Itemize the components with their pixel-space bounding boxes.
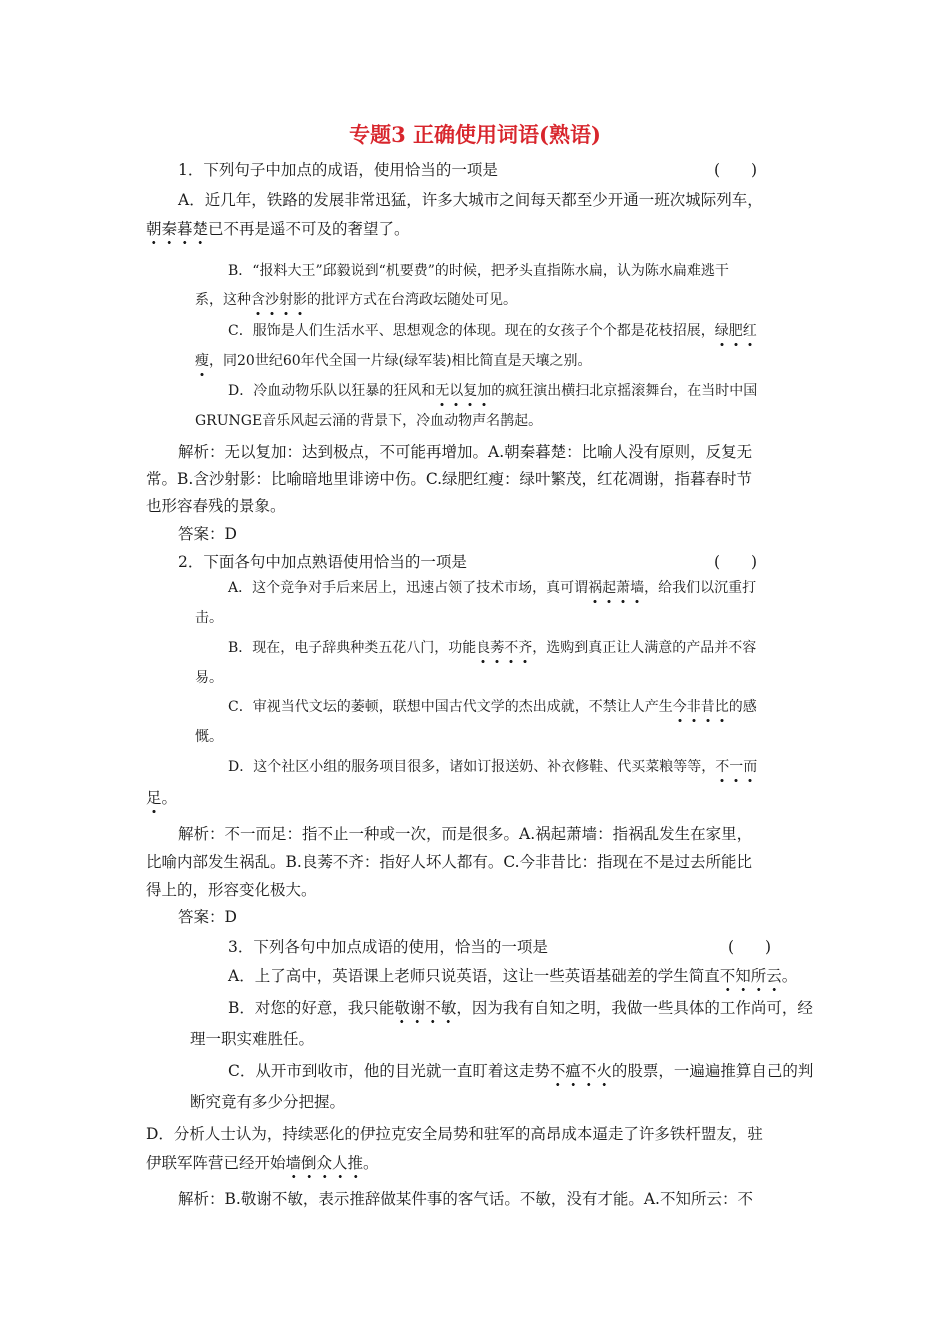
q3-option-d-line2: 伊联军阵营已经开始墙倒众人推。	[146, 1153, 379, 1179]
q2-emphasized-idiom: 不一而	[715, 757, 757, 783]
q3-emphasized-idiom: 不瘟不火	[550, 1061, 612, 1087]
q1-stem-text: 1．下列句子中加点的成语，使用恰当的一项是	[178, 161, 498, 179]
q3-option-c-line2: 断究竟有多少分把握。	[190, 1093, 346, 1111]
q3-analysis-line1: 解析：B.敬谢不敏，表示推辞做某件事的客气话。不敏，没有才能。A.不知所云：不	[178, 1190, 753, 1208]
q3-stem: 3．下列各句中加点成语的使用，恰当的一项是	[228, 938, 548, 956]
q3-answer-paren: ( )	[728, 938, 772, 956]
q2-option-d-line2: 足。	[146, 788, 177, 814]
q1-option-b-line1: B．“报料大王”邱毅说到“机要费”的时候，把矛头直指陈水扁，认为陈水扁难逃干	[228, 263, 729, 279]
q1-answer: 答案：D	[178, 525, 237, 543]
q3-emphasized-idiom: 敬谢不敏	[394, 998, 456, 1024]
q2-emphasized-idiom: 良莠不齐	[476, 638, 532, 664]
q1-answer-paren: ( )	[714, 161, 758, 179]
q1-emphasized-idiom: 朝秦暮楚	[146, 219, 208, 245]
q1-analysis-line1: 解析：无以复加：达到极点，不可能再增加。A.朝秦暮楚：比喻人没有原则，反复无	[178, 443, 753, 461]
page-title: 专题3 正确使用词语(熟语)	[349, 122, 601, 147]
q3-option-b-line2: 理一职实难胜任。	[190, 1030, 315, 1048]
q1-option-d-line2: GRUNGE音乐风起云涌的背景下，冷血动物声名鹊起。	[195, 413, 543, 429]
q2-option-b-line2: 易。	[195, 670, 223, 686]
q3-option-c-line1: C．从开市到收市，他的目光就一直盯着这走势不瘟不火的股票，一遍遍推算自己的判	[228, 1061, 813, 1087]
q2-emphasized-idiom: 祸起萧墙	[588, 578, 644, 604]
q2-option-c-line1: C．审视当代文坛的萎顿，联想中国古代文学的杰出成就，不禁让人产生今非昔比的感	[228, 697, 757, 723]
q2-analysis-line2: 比喻内部发生祸乱。B.良莠不齐：指好人坏人都有。C.今非昔比：指现在不是过去所能比	[146, 853, 753, 871]
q3-option-b-line1: B．对您的好意，我只能敬谢不敏，因为我有自知之明，我做一些具体的工作尚可，经	[228, 998, 813, 1024]
q2-option-c-line2: 慨。	[195, 729, 223, 745]
q1-emphasized-idiom: 瘦	[195, 351, 209, 377]
q1-option-c-line2: 瘦，同20世纪60年代全国一片绿(绿军装)相比简直是天壤之别。	[195, 351, 592, 377]
q1-emphasized-idiom: 无以复加	[435, 381, 491, 407]
q3-option-d-line1: D．分析人士认为，持续恶化的伊拉克安全局势和驻军的高昂成本逼走了许多铁杆盟友，驻	[146, 1125, 763, 1143]
q3-emphasized-idiom: 不知所云	[720, 966, 782, 992]
q1-stem	[178, 160, 498, 180]
q2-stem: 2．下面各句中加点熟语使用恰当的一项是	[178, 553, 467, 571]
q2-option-d-line1: D．这个社区小组的服务项目很多，诸如订报送奶、补衣修鞋、代买菜粮等等，不一而	[228, 757, 757, 783]
q2-answer: 答案：D	[178, 908, 237, 926]
q2-option-a-line2: 击。	[195, 610, 223, 626]
q1-option-b-line2: 系，这种含沙射影的批评方式在台湾政坛随处可见。	[195, 290, 517, 316]
q3-option-a-line1: A．上了高中，英语课上老师只说英语，这让一些英语基础差的学生简直不知所云。	[228, 966, 797, 992]
q1-analysis-line3: 也形容春残的景象。	[146, 497, 286, 515]
q1-option-d-line1: D．冷血动物乐队以狂暴的狂风和无以复加的疯狂演出横扫北京摇滚舞台，在当时中国	[228, 381, 757, 407]
q2-analysis-line1: 解析：不一而足：指不止一种或一次，而是很多。A.祸起萧墙：指祸乱发生在家里，	[178, 825, 753, 843]
q2-emphasized-idiom: 今非昔比	[673, 697, 729, 723]
q2-answer-paren: ( )	[714, 553, 758, 571]
q2-option-a-line1: A．这个竞争对手后来居上，迅速占领了技术市场，真可谓祸起萧墙，给我们以沉重打	[228, 578, 756, 604]
q1-emphasized-idiom: 绿肥红	[715, 321, 757, 347]
q1-analysis-line2: 常。B.含沙射影：比喻暗地里诽谤中伤。C.绿肥红瘦：绿叶繁茂，红花凋谢，指暮春时节	[146, 470, 753, 488]
q3-emphasized-idiom: 墙倒众人推	[286, 1153, 364, 1179]
q1-option-a-line2: 朝秦暮楚已不再是遥不可及的奢望了。	[146, 219, 410, 245]
q2-analysis-line3: 得上的，形容变化极大。	[146, 881, 317, 899]
q2-emphasized-idiom: 足	[146, 788, 162, 814]
q2-option-b-line1: B．现在，电子辞典种类五花八门，功能良莠不齐，选购到真正让人满意的产品并不容	[228, 638, 756, 664]
q1-option-a-line1: A．近几年，铁路的发展非常迅猛，许多大城市之间每天都至少开通一班次城际列车，	[178, 191, 763, 209]
q1-option-c-line1: C．服饰是人们生活水平、思想观念的体现。现在的女孩子个个都是花枝招展，绿肥红	[228, 321, 757, 347]
q1-emphasized-idiom: 含沙射影	[251, 290, 307, 316]
